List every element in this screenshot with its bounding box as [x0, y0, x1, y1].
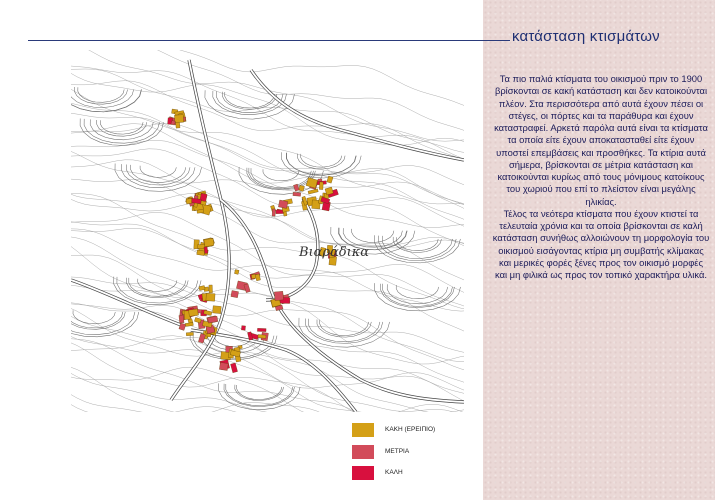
contour-line [71, 367, 464, 412]
building [186, 332, 193, 335]
building [272, 209, 275, 216]
contour-line [71, 67, 464, 145]
contour-line-steep [382, 236, 452, 259]
contour-line [71, 81, 464, 162]
contour-line [71, 160, 464, 248]
contour-line [71, 112, 464, 206]
road-outline [251, 70, 464, 160]
building [231, 363, 238, 373]
building [209, 285, 213, 293]
contour-line [71, 148, 464, 228]
building [234, 270, 239, 275]
contour-line-steep [286, 153, 356, 176]
contour-line [71, 179, 464, 282]
building [219, 362, 228, 370]
contour-line [71, 101, 464, 221]
contour-line-steep [80, 119, 164, 146]
building [244, 284, 250, 293]
building [293, 192, 301, 196]
contour-line-steep [78, 87, 124, 102]
contour-line-steep [281, 152, 361, 178]
page-title: κατάσταση κτισμάτων [512, 28, 660, 45]
contour-line-steep [138, 279, 177, 292]
contour-line-steep [71, 86, 141, 112]
legend-item-good [352, 466, 482, 480]
contour-line-steep [71, 86, 142, 112]
building [231, 291, 239, 298]
building [213, 306, 222, 314]
legend-swatch-medium [352, 445, 374, 459]
legend-item-medium [352, 445, 482, 459]
contour-line-steep [383, 284, 453, 307]
contour-line [71, 193, 464, 310]
contour-line-steep [320, 320, 369, 336]
building [174, 115, 183, 123]
settlement-map [71, 50, 464, 412]
header-rule [28, 40, 510, 41]
building [198, 334, 205, 344]
contour-line-steep [297, 154, 345, 169]
contour-line [71, 69, 464, 153]
road-fill [171, 60, 229, 400]
road-fill [221, 200, 464, 402]
contour-line-steep [126, 165, 190, 186]
building [206, 293, 215, 301]
building [186, 198, 192, 203]
building [319, 182, 323, 190]
legend-label-medium: ΜΕΤΡΙΑ [385, 448, 410, 455]
description-text [492, 73, 710, 281]
building [204, 238, 214, 246]
contour-line [71, 302, 464, 395]
building [241, 326, 245, 331]
contour-line-steep [122, 164, 196, 188]
contour-line-steep [379, 236, 457, 261]
building [189, 309, 199, 317]
legend-label-good: ΚΑΛΗ [385, 469, 403, 476]
legend-swatch-good [352, 466, 374, 480]
building [293, 184, 299, 191]
contour-line [71, 124, 464, 211]
contour-line-steep [90, 119, 153, 139]
road-outline [221, 200, 464, 402]
building [197, 250, 205, 256]
contour-line-steep [71, 308, 139, 337]
building [204, 247, 208, 254]
building [308, 189, 318, 194]
building [198, 245, 205, 249]
contour-line-steep [352, 229, 394, 243]
contour-line [71, 368, 464, 412]
contour-line-steep [301, 154, 342, 167]
legend-item-poor [352, 423, 482, 437]
contour-line-steep [247, 168, 316, 190]
contour-line [71, 50, 464, 107]
paragraph-2: Τέλος τα νεότερα κτίσματα που έχουν κτιστεί τα τελευταία χρόνια και τα οποία βρίσκονται σε καλή κατάσταση συνήθως αλλοιώνουν τη μορφολογία του οικισμού εισάγοντας κτίρια μη συμβατής κλίμακας και μερικές φορές ξένες προς τον οικισμό μορφές και μη φιλικά ως προς τον τοπικό χαρακτήρα υλικά. [492, 207, 710, 280]
contour-line [71, 302, 464, 403]
legend-label-poor: ΚΑΚΗ (ΕΡΕΙΠΙΟ) [385, 426, 436, 433]
building [327, 176, 333, 183]
building [194, 317, 201, 323]
building [185, 322, 193, 326]
legend-swatch-poor [352, 423, 374, 437]
building [257, 328, 266, 331]
contour-line-steep [222, 92, 277, 110]
contour-line-steep [131, 165, 186, 183]
building [179, 315, 184, 323]
paragraph-1: Τα πιο παλιά κτίσματα του οικισμού πριν το 1900 βρίσκονται σε κακή κατάσταση και δεν κατοικούνται πλέον. Στα περισσότερα από αυτά έχουν πέσει οι στέγες, οι πόρτες και τα παράθυρα και έχουν καταστραφεί. Αρκετά παρόλα αυτά είναι τα κτίσματα τα οποία είτε έχουν αποκατασταθεί είτε έχουν υποστεί επεμβάσεις και προσθήκες. Τα κτίρια αυτά σήμερα, βρίσκονται σε μέτρια κατάσταση και κατοικούνται κυρίως από τους μόνιμους κατοίκους του χωριού που επί το πλείστον είναι μεγάλης ηλικίας. [494, 73, 708, 207]
contour-line-steep [396, 285, 438, 299]
building [274, 291, 283, 300]
place-label: Βιαράδικα [299, 245, 370, 260]
contour-line-steep [287, 153, 356, 175]
contour-line [71, 50, 464, 141]
contour-line-steep [75, 87, 128, 104]
contour-line-steep [100, 120, 143, 134]
contour-line-steep [127, 278, 189, 298]
contour-line [71, 140, 464, 206]
contour-line [71, 194, 464, 248]
building [278, 200, 288, 208]
building [258, 335, 266, 339]
road-fill [251, 70, 464, 160]
